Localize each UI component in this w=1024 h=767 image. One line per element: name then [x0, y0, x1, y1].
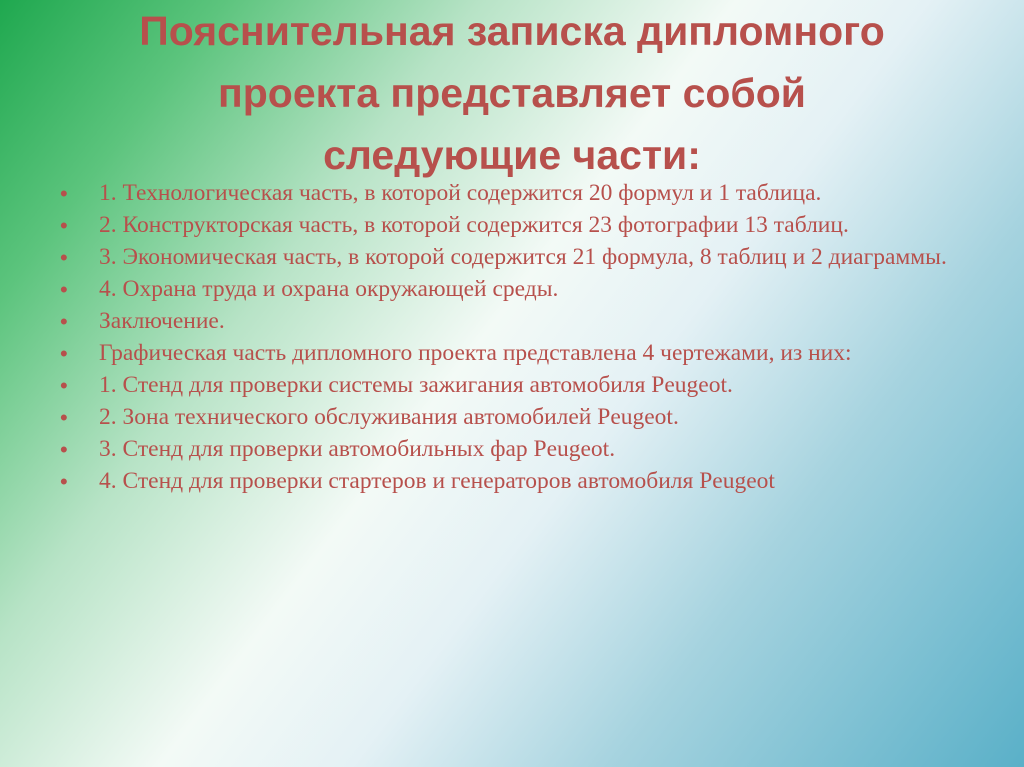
- list-item-text: 1. Технологическая часть, в которой содержится 20 формул и 1 таблица.: [99, 180, 822, 206]
- list-item-text: 4. Охрана труда и охрана окружающей среды.: [99, 276, 559, 302]
- bullet-icon: •: [60, 277, 68, 302]
- list-item: [60, 212, 980, 239]
- bullet-icon: •: [60, 469, 68, 494]
- list-item-text: 3. Стенд для проверки автомобильных фар Peugeot.: [99, 436, 616, 462]
- list-item: [60, 244, 980, 271]
- list-item-text: 1. Стенд для проверки системы зажигания автомобиля Peugeot.: [99, 372, 733, 398]
- list-item: [60, 404, 980, 431]
- bullet-icon: •: [60, 213, 68, 238]
- list-item-text: 4. Стенд для проверки стартеров и генераторов автомобиля Peugeot: [99, 468, 775, 494]
- list-item: [60, 340, 980, 367]
- title-line-1: Пояснительная записка дипломного: [139, 8, 885, 54]
- bullet-icon: •: [60, 373, 68, 398]
- bullet-icon: •: [60, 245, 68, 270]
- bullet-icon: •: [60, 181, 68, 206]
- list-item: [60, 468, 980, 495]
- bullet-icon: •: [60, 437, 68, 462]
- list-item-text: Графическая часть дипломного проекта представлена 4 чертежами, из них:: [99, 340, 852, 366]
- content-list: [60, 180, 980, 500]
- title-line-2: проекта представляет собой: [217, 70, 806, 116]
- list-item: [60, 276, 980, 303]
- bullet-icon: •: [60, 405, 68, 430]
- list-item: [60, 180, 980, 207]
- list-item: [60, 436, 980, 463]
- list-item-text: 2. Конструкторская часть, в которой содержится 23 фотографии 13 таблиц.: [99, 212, 849, 238]
- list-item-text: 2. Зона технического обслуживания автомобилей Peugeot.: [99, 404, 679, 430]
- bullet-icon: •: [60, 309, 68, 334]
- title-line-3: следующие части:: [323, 132, 701, 178]
- list-item: [60, 308, 980, 335]
- list-item: [60, 372, 980, 399]
- bullet-icon: •: [60, 341, 68, 366]
- slide-title: [60, 0, 964, 186]
- list-item-text: Заключение.: [99, 308, 225, 334]
- list-item-text: 3. Экономическая часть, в которой содержится 21 формула, 8 таблиц и 2 диаграммы.: [99, 244, 947, 270]
